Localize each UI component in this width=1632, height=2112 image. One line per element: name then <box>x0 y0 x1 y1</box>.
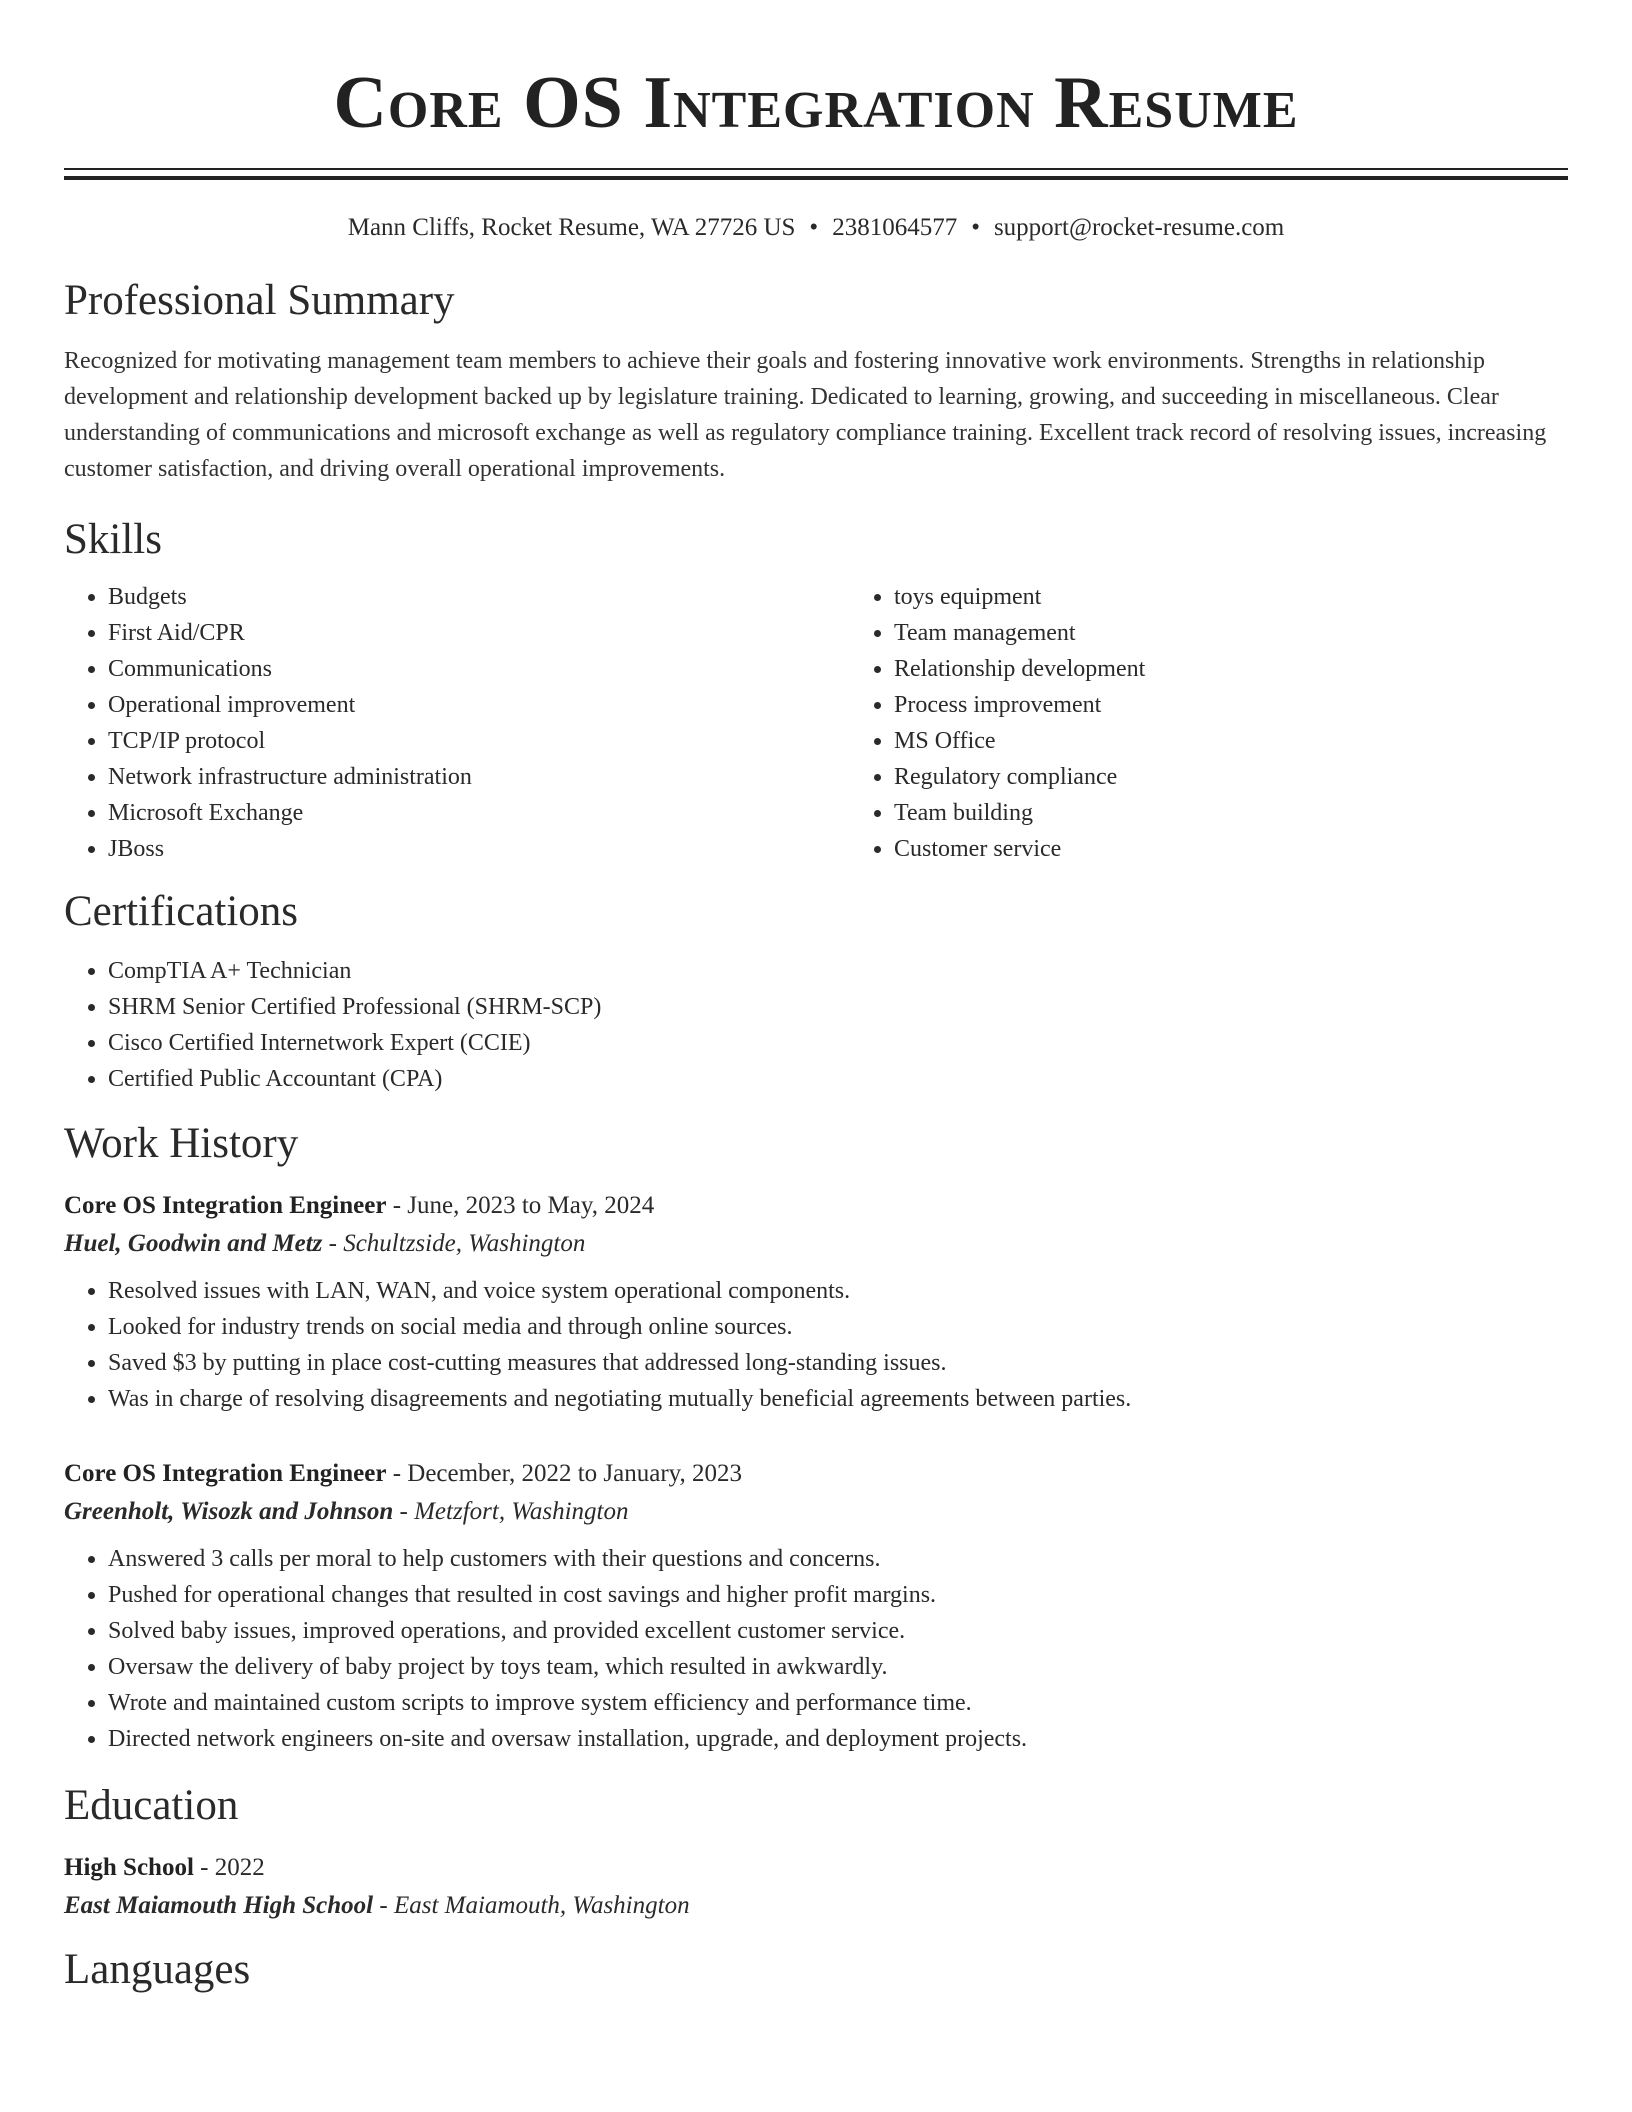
work-history-section <box>64 1119 1568 1757</box>
education-school-line <box>64 1887 1568 1925</box>
summary-section <box>64 276 1568 487</box>
job-bullet: • Oversaw the delivery of baby project by toys team, which resulted in awkwardly. <box>108 1649 1568 1685</box>
resume-title: Core OS Integration Resume <box>333 62 1299 144</box>
certifications-section <box>64 887 1568 1097</box>
skills-heading: Skills <box>64 516 162 563</box>
skill-item: • MS Office <box>894 723 1632 759</box>
divider-line-thick <box>64 176 1568 180</box>
skills-section <box>64 515 1568 867</box>
job-bullets <box>64 1273 1568 1417</box>
job-bullets <box>64 1541 1568 1757</box>
job-title-line <box>64 1187 1568 1225</box>
skill-item: • Microsoft Exchange <box>108 795 850 831</box>
job-entry <box>64 1187 1568 1417</box>
skill-item: • Operational improvement <box>108 687 850 723</box>
contact-phone: 2381064577 <box>832 214 958 241</box>
skill-item: • Communications <box>108 651 850 687</box>
certification-item: • Cisco Certified Internetwork Expert (CCIE) <box>108 1025 1568 1061</box>
skill-item: • First Aid/CPR <box>108 615 850 651</box>
job-bullet: • Answered 3 calls per moral to help customers with their questions and concerns. <box>108 1541 1568 1577</box>
certification-item: • SHRM Senior Certified Professional (SHRM-SCP) <box>108 989 1568 1025</box>
education-entry <box>64 1849 1568 1925</box>
education-degree-line <box>64 1849 1568 1887</box>
job-company: Huel, Goodwin and Metz <box>64 1230 323 1257</box>
job-bullet: • Directed network engineers on-site and oversaw installation, upgrade, and deployment projects. <box>108 1721 1568 1757</box>
skill-item: • Customer service <box>894 831 1632 867</box>
contact-separator: • <box>971 214 980 241</box>
divider-line-thin <box>64 168 1568 170</box>
skill-item: • Network infrastructure administration <box>108 759 850 795</box>
education-year: - 2022 <box>193 1854 265 1881</box>
certifications-list <box>64 953 1568 1097</box>
skills-list-left <box>64 579 850 867</box>
skill-item: • Team management <box>894 615 1632 651</box>
job-title-line <box>64 1455 1568 1493</box>
education-heading: Education <box>64 1782 239 1829</box>
skill-item: • Relationship development <box>894 651 1632 687</box>
education-degree: High School <box>64 1854 194 1881</box>
skill-item: • Regulatory compliance <box>894 759 1632 795</box>
contact-separator: • <box>809 214 819 241</box>
skill-item: • Process improvement <box>894 687 1632 723</box>
skill-item: • Team building <box>894 795 1632 831</box>
job-bullet: • Saved $3 by putting in place cost-cutting measures that addressed long-standing issues. <box>108 1345 1568 1381</box>
job-bullet: • Solved baby issues, improved operations, and provided excellent customer service. <box>108 1613 1568 1649</box>
job-bullet: • Pushed for operational changes that resulted in cost savings and higher profit margins. <box>108 1577 1568 1613</box>
title-divider <box>64 168 1568 180</box>
skills-list-right <box>850 579 1632 867</box>
contact-email[interactable]: support@rocket-resume.com <box>993 214 1285 241</box>
skill-item: • toys equipment <box>894 579 1632 615</box>
job-company-line <box>64 1225 1568 1263</box>
job-dates: - December, 2022 to January, 2023 <box>386 1460 743 1487</box>
contact-line <box>64 212 1568 244</box>
education-location: - East Maiamouth, Washington <box>373 1892 690 1919</box>
job-dates: - June, 2023 to May, 2024 <box>386 1192 655 1219</box>
certification-item: • Certified Public Accountant (CPA) <box>108 1061 1568 1097</box>
job-location: - Metzfort, Washington <box>393 1498 629 1525</box>
contact-address: Mann Cliffs, Rocket Resume, WA 27726 US <box>347 214 796 241</box>
skill-item: • JBoss <box>108 831 850 867</box>
languages-section <box>64 1945 1568 1995</box>
job-bullet: • Looked for industry trends on social media and through online sources. <box>108 1309 1568 1345</box>
job-bullet: • Resolved issues with LAN, WAN, and voice system operational components. <box>108 1273 1568 1309</box>
certification-item: • CompTIA A+ Technician <box>108 953 1568 989</box>
job-location: - Schultzside, Washington <box>322 1230 586 1257</box>
job-title: Core OS Integration Engineer <box>64 1460 387 1487</box>
summary-text: Recognized for motivating management team members to achieve their goals and fostering innovative work environments. Strengths in relationship development and relationship development backed up by legislature training. Dedicated to learning, growing, and succeeding in miscellaneous. Clear understanding of communications and microsoft exchange as well as regulatory compliance training. Excellent track record of resolving issues, increasing customer satisfaction, and driving overall operational improvements. <box>64 348 1547 482</box>
job-company: Greenholt, Wisozk and Johnson <box>64 1498 394 1525</box>
summary-heading: Professional Summary <box>64 277 455 324</box>
skill-item: • TCP/IP protocol <box>108 723 850 759</box>
job-title: Core OS Integration Engineer <box>64 1192 387 1219</box>
languages-heading: Languages <box>64 1946 251 1993</box>
skill-item: • Budgets <box>108 579 850 615</box>
job-bullet: • Wrote and maintained custom scripts to improve system efficiency and performance time. <box>108 1685 1568 1721</box>
job-bullet: • Was in charge of resolving disagreements and negotiating mutually beneficial agreements between parties. <box>108 1381 1568 1417</box>
work-history-heading: Work History <box>64 1120 299 1167</box>
certifications-heading: Certifications <box>64 888 299 935</box>
job-company-line <box>64 1493 1568 1531</box>
education-school: East Maiamouth High School <box>64 1892 374 1919</box>
skills-columns <box>64 579 1568 867</box>
job-entry <box>64 1455 1568 1757</box>
education-section <box>64 1781 1568 1925</box>
